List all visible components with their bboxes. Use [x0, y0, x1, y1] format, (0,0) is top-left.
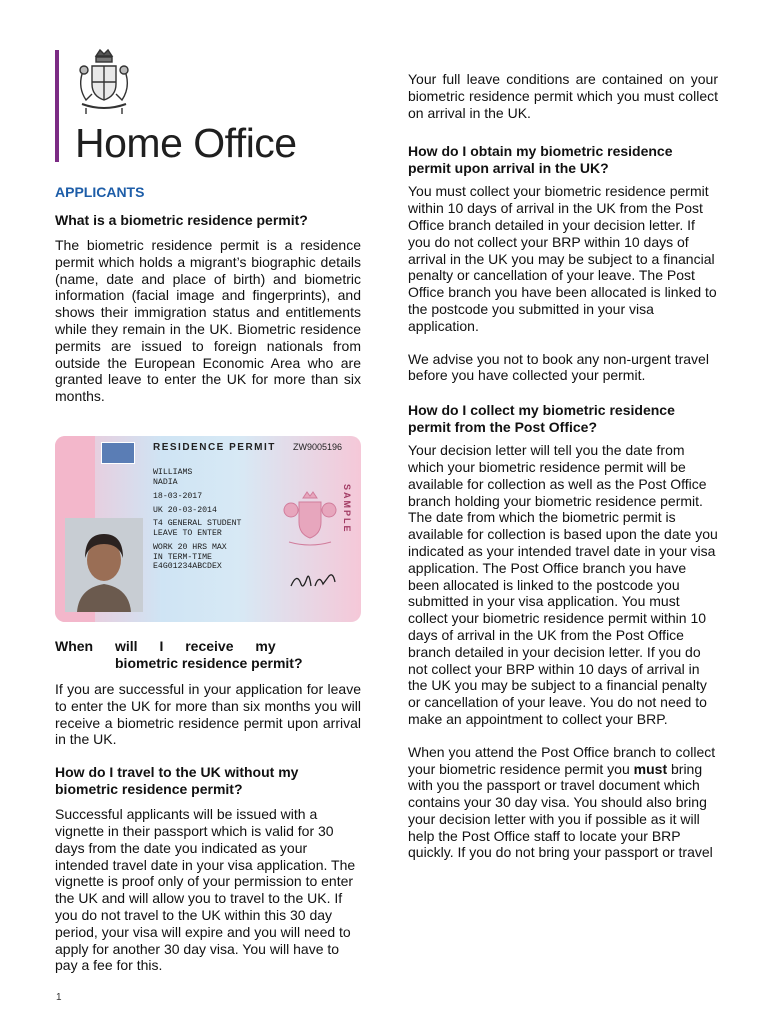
intro-leave-conditions: Your full leave conditions are contained on your biometric residence permit which you must collect on arrival in the UK. — [408, 71, 718, 121]
question-when-receive — [55, 638, 361, 672]
question-when-receive-line-1: When will I receive my — [55, 638, 276, 654]
logo-accent-bar — [55, 50, 59, 162]
emphasis-must: must — [633, 760, 668, 777]
left-column-lower — [55, 638, 361, 974]
card-remarks-2: IN TERM-TIME — [153, 552, 212, 562]
card-crest-icon — [281, 488, 339, 548]
section-label: APPLICANTS — [55, 184, 145, 200]
answer-what-is-brp: The biometric residence permit is a residence permit which holds a migrant’s biographic details (name, date and place of birth) and biometric information (facial image and fingerprints), and shows their immigration status and entitlements while they remain in the UK. Biometric residence permits are issued to foreign nationals from outside the European Economic Area who are granted leave to enter the UK for more than six months. — [55, 237, 361, 405]
card-surname: WILLIAMS — [153, 468, 193, 477]
royal-coat-of-arms-icon — [74, 48, 134, 118]
attend-text-start: When you attend the Post Office branch to collect your biometric residence permit you — [408, 743, 716, 777]
card-fields — [153, 458, 241, 572]
answer-when-receive: If you are successful in your application for leave to enter the UK for more than six months you will receive a biometric residence permit upon arrival in the UK. — [55, 681, 361, 748]
home-office-logo-text: Home Office — [75, 120, 297, 166]
question-what-is-brp: What is a biometric residence permit? — [55, 212, 308, 228]
card-number: ZW9005196 — [293, 442, 343, 452]
answer-travel-without-brp: Successful applicants will be issued with a vignette in their passport which is valid for 30 days from the date you indicated as your intended travel date in your visa application. The vignette is proof only of your permission to enter the UK and will allow you to travel to the UK. If you do not travel to the UK within this 30 day period, your visa will expire and you will need to apply for another 30 day visa. You will have to pay a fee for this. — [55, 806, 356, 974]
card-given-name: NADIA — [153, 477, 178, 487]
question-collect-brp: How do I collect my biometric residence permit from the Post Office? — [408, 402, 675, 436]
page-number: 1 — [56, 992, 62, 1003]
card-remarks-3: E4G01234ABCDEX — [153, 562, 222, 571]
answer-obtain-brp: You must collect your biometric residence permit within 10 days of arrival in the UK from the Post Office branch detailed in your decision letter. If you do not collect your BRP within 10 days of arrival in the UK you may be subject to a financial penalty or cancellation of your leave. The Post Office branch you have been allocated is linked to the postcode you submitted in your visa application. — [408, 183, 717, 334]
question-when-receive-line-2: biometric residence permit? — [115, 655, 303, 671]
attend-text-end: bring with you the passport or travel document which contains your 30 day visa. You should also bring your decision letter with you if possible as it will help the Post Office staff to locate your BRP quickly. If you do not bring your passport or travel — [408, 760, 713, 861]
answer-collect-brp: Your decision letter will tell you the date from which your biometric residence permit will be available for collection as well as the Post Office branch holding your biometric residence permit. The date from which the biometric permit is available for collection is based upon the date you indicated as your intended travel date in your visa application. The Post Office branch you have been allocated is linked to the postcode you submitted in your visa application. You must collect your biometric residence permit within 10 days of arrival in the UK from the Post Office branch detailed in your decision letter. If you do not collect your BRP within 10 days of arrival in the UK you may be subject to a financial penalty or cancellation of your leave. You do not need to make an appointment to collect your BRP. — [408, 442, 718, 727]
card-type-line-2: LEAVE TO ENTER — [153, 528, 222, 538]
answer-attend-post-office — [408, 744, 718, 862]
question-obtain-brp: How do I obtain my biometric residence permit upon arrival in the UK? — [408, 143, 673, 177]
card-valid-until: 18-03-2017 — [153, 492, 203, 501]
signature-icon — [289, 568, 339, 592]
card-issued: UK 20-03-2014 — [153, 505, 217, 515]
card-type-line-1: T4 GENERAL STUDENT — [153, 519, 242, 528]
question-travel-without-brp: How do I travel to the UK without my biometric residence permit? — [55, 764, 299, 798]
advice-non-urgent-travel: We advise you not to book any non-urgent travel before you have collected your permit. — [408, 350, 709, 384]
card-chip-icon — [101, 442, 135, 464]
holder-photo-icon — [65, 518, 143, 612]
sample-residence-permit-card — [55, 436, 361, 622]
card-remarks-1: WORK 20 HRS MAX — [153, 543, 227, 552]
card-title: RESIDENCE PERMIT — [153, 442, 276, 453]
right-column — [408, 71, 718, 861]
card-sample-watermark: SAMPLE — [342, 484, 352, 534]
left-column — [55, 182, 361, 405]
